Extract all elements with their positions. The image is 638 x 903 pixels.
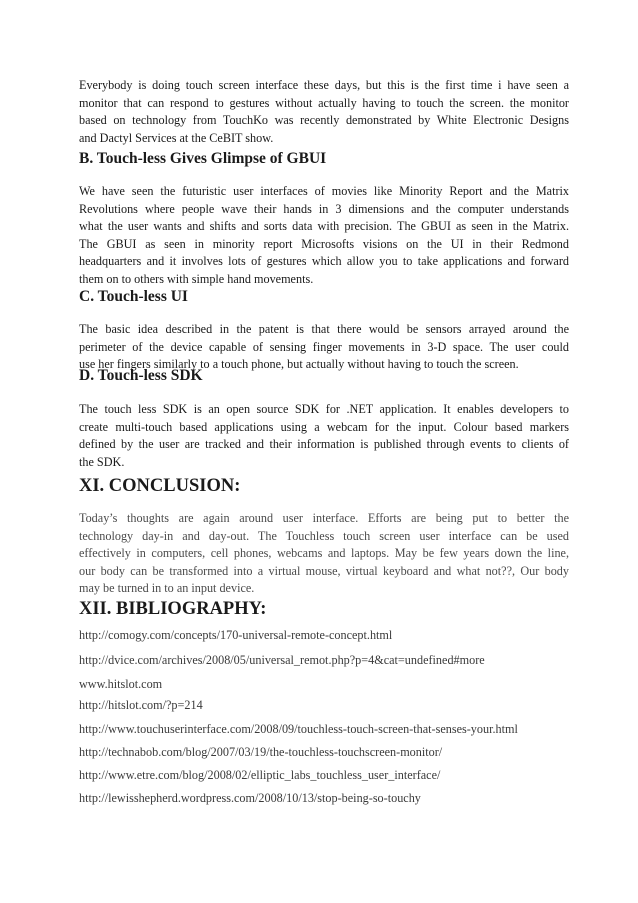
bibliography-link[interactable]: http://hitslot.com/?p=214 (79, 698, 203, 712)
section-b-heading: B. Touch-less Gives Glimpse of GBUI (79, 150, 327, 167)
section-b-paragraph (79, 183, 569, 289)
text-line: We have seen the futuristic user interfaces of movies like Minority Report and the Matrix (79, 184, 569, 198)
text-line: the SDK. (79, 454, 125, 469)
bibliography-link[interactable]: http://dvice.com/archives/2008/05/universal_remot.php?p=4&cat=undefined#more (79, 653, 485, 667)
section-d-heading: D. Touch-less SDK (79, 367, 203, 384)
text-line: effectively in computers, cell phones, webcams and laptops. May be few years down the line, (79, 546, 569, 561)
conclusion-heading: XI. CONCLUSION: (79, 476, 241, 496)
text-line: based on technology from TouchKo was recently demonstrated by White Electronic Designs (79, 113, 569, 128)
text-line: may be turned in to an input device. (79, 581, 255, 596)
text-line: what the user wants and shifts and sorts data with precision. The GBUI as seen in the Matrix. (79, 219, 569, 234)
text-line: Everybody is doing touch screen interface these days, but this is the first time i have seen a (79, 78, 569, 92)
bibliography-heading: XII. BIBLIOGRAPHY: (79, 599, 267, 619)
text-line: technology day-in and day-out. The Touchless touch screen user interface can be used (79, 528, 569, 543)
text-line: and Dactyl Services at the CeBIT show. (79, 130, 274, 145)
section-c-heading: C. Touch-less UI (79, 288, 188, 305)
bibliography-link[interactable]: http://lewisshepherd.wordpress.com/2008/10/13/stop-being-so-touchy (79, 791, 421, 805)
text-line: them on to others with simple hand movements. (79, 271, 314, 286)
text-line: Today’s thoughts are again around user interface. Efforts are being put to better the (79, 511, 569, 525)
text-line: headquarters and it involves lots of gestures which allow you to take applications and forward (79, 254, 569, 269)
text-line: our body can be transformed into a virtual mouse, virtual keyboard and what not??, Our body (79, 563, 569, 578)
section-d-paragraph (79, 401, 569, 471)
bibliography-link[interactable]: http://technabob.com/blog/2007/03/19/the-touchless-touchscreen-monitor/ (79, 745, 443, 759)
text-line: perimeter of the device capable of sensing finger movements in 3-D space. The user could (79, 339, 569, 354)
bibliography-link[interactable]: www.hitslot.com (79, 677, 163, 691)
bibliography-link[interactable]: http://comogy.com/concepts/170-universal-remote-concept.html (79, 628, 393, 642)
bibliography-link[interactable]: http://www.etre.com/blog/2008/02/elliptic_labs_touchless_user_interface/ (79, 768, 441, 782)
text-line: The touch less SDK is an open source SDK for .NET application. It enables developers to (79, 402, 569, 416)
text-line: defined by the user are tracked and their information is published through events to clients of (79, 437, 569, 452)
bibliography-link[interactable]: http://www.touchuserinterface.com/2008/09/touchless-touch-screen-that-senses-your.html (79, 722, 518, 736)
conclusion-paragraph (79, 510, 569, 598)
text-line: The GBUI as seen in minority report Microsofts visions on the UI in their Redmond (79, 236, 569, 251)
text-line: Revolutions where people wave their hands in 3 dimensions and the computer understands (79, 201, 569, 216)
text-line: create multi-touch based applications using a webcam for the input. Colour based markers (79, 419, 569, 434)
text-line: The basic idea described in the patent is that there would be sensors arrayed around the (79, 322, 569, 336)
text-line: monitor that can respond to gestures without actually having to touch the screen. the monitor (79, 95, 569, 110)
section-c-paragraph (79, 321, 569, 374)
intro-paragraph (79, 77, 569, 147)
text-line: use her fingers similarly to a touch phone, but actually without having to touch the screen. (79, 357, 519, 372)
